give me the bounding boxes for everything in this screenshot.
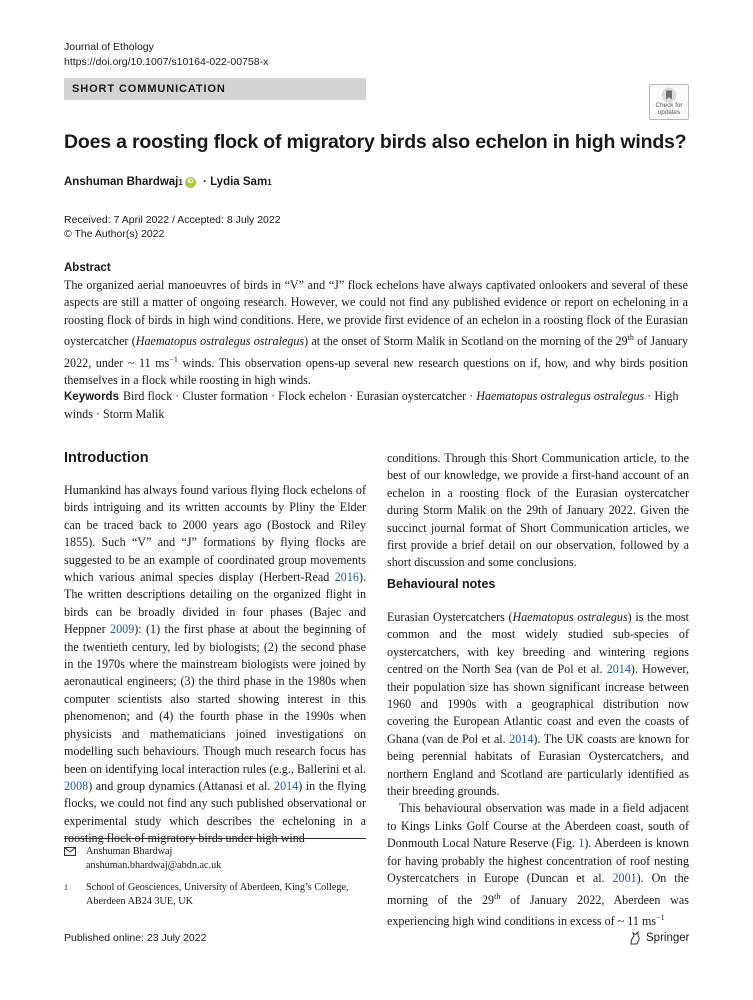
abstract-text bbox=[64, 277, 688, 390]
affiliation-footnote bbox=[64, 881, 366, 908]
text-part: ). Aberdeen is known for having probably the highest concentration of roof nesting Oystercatchers in Europe (Duncan et al. bbox=[387, 836, 689, 886]
author-name[interactable]: Lydia Sam bbox=[210, 176, 268, 188]
article-type-banner: SHORT COMMUNICATION bbox=[64, 78, 366, 100]
intro-part: ) and group dynamics (Attanasi et al. bbox=[88, 778, 275, 793]
publisher-name: Springer bbox=[646, 932, 690, 944]
introduction-text bbox=[64, 482, 366, 848]
superscript: th bbox=[494, 891, 501, 901]
publisher-logo[interactable] bbox=[628, 931, 689, 945]
text-part: Eurasian Oystercatchers ( bbox=[387, 610, 513, 624]
superscript: −1 bbox=[656, 912, 665, 922]
footnote-author: Anshuman Bhardwaj bbox=[86, 846, 173, 857]
species-name: Haematopus ostralegus ostralegus bbox=[135, 334, 305, 349]
author-separator: · bbox=[199, 176, 211, 188]
paragraph bbox=[387, 609, 689, 800]
abstract-part: of January 2022, under ~ 11 ms bbox=[64, 334, 689, 370]
footnote-email[interactable]: anshuman.bhardwaj@abdn.ac.uk bbox=[86, 859, 222, 871]
figure-link[interactable]: 1 bbox=[578, 836, 585, 851]
citation-link[interactable]: 2014 bbox=[606, 662, 631, 677]
keywords bbox=[64, 388, 688, 422]
keyword-list: · High winds · Storm Malik bbox=[64, 389, 679, 421]
article-dates bbox=[64, 213, 281, 241]
check-for-updates-badge[interactable] bbox=[649, 84, 689, 120]
intro-part: ) in the flying flocks, we could not find any such published observational or experimental study which describes the echeloning in a roosting flock of migratory birds under high wind bbox=[64, 778, 366, 846]
citation-link[interactable]: 2014 bbox=[509, 731, 534, 746]
journal-name: Journal of Ethology bbox=[64, 41, 154, 53]
section-heading-introduction: Introduction bbox=[64, 450, 149, 466]
journal-doi[interactable]: https://doi.org/10.1007/s10164-022-00758-x bbox=[64, 56, 269, 68]
text-part: ) is the most common and the most widely studied sub-species of oystercatchers, with key breeding and wintering regions centred on the North Sea (van de Pol et al. bbox=[387, 610, 689, 677]
text-part: ). The UK coasts are known for being perennial habitats of Eurasian Oystercatchers, and northern England and Scotland are particularly identified as their breeding grounds. bbox=[387, 731, 689, 799]
citation-link[interactable]: 2014 bbox=[274, 778, 299, 793]
text-part: This behavioural observation was made in a field adjacent to Kings Links Golf Course at the Aberdeen coast, south of Donmouth Local Nature Reserve (Fig. bbox=[387, 801, 689, 851]
citation-link[interactable]: 2016 bbox=[334, 570, 359, 585]
behavioural-notes-text bbox=[387, 609, 689, 930]
superscript: th bbox=[627, 333, 634, 343]
badge-line1: Check for bbox=[655, 102, 683, 109]
text-part: of January 2022, Aberdeen was experiencing high wind conditions in excess of ~ 11 ms bbox=[387, 892, 689, 928]
intro-part: ): (1) the first phase at about the beginning of the twentieth century, led by biologists; (2) the second phase in the 1970s where the mainstream biologists were joined by aeronautical engineers; (3) the third phase in the 1980s when computer scientists also started showing interest in this phenomenon; and (4) the fourth phase in the 1990s when physicists and mathematicians joined investigations on modelling such behaviours. Though much research focus has been on identifying local interaction rules (e.g., Ballerini et al. bbox=[64, 622, 366, 776]
author-list bbox=[64, 176, 272, 188]
article-title: Does a roosting flock of migratory birds also echelon in high winds? bbox=[64, 131, 687, 153]
author-name[interactable]: Anshuman Bhardwaj bbox=[64, 176, 179, 188]
abstract-part: ) at the onset of Storm Malik in Scotland on the morning of the 29 bbox=[304, 334, 628, 349]
keywords-label: Keywords bbox=[64, 391, 119, 403]
text-part: ). However, their population size has shown significant increase between 1960 and 1990s with a geographical distribution now covering the European Atlantic coast and even the coasts of Ghana (van de Pol et al. bbox=[387, 662, 689, 746]
affiliation-text: School of Geosciences, University of Aberdeen, King’s College, Aberdeen AB24 3UE, UK bbox=[86, 882, 349, 907]
envelope-icon bbox=[64, 847, 76, 856]
abstract-heading: Abstract bbox=[64, 262, 111, 274]
intro-part: Humankind has always found various flying flock echelons of birds intriguing and its written accounts by Pliny the Elder can be traced back to 2000 years ago (Bostock and Riley 1855). Such “V” and “J” formations by flying flocks are suggested to be an example of coordinated group movements which various animal species display (Herbert-Read bbox=[64, 483, 366, 585]
keyword-list: Bird flock · Cluster formation · Flock echelon · Eurasian oystercatcher · bbox=[122, 389, 477, 403]
section-heading-behavioural-notes: Behavioural notes bbox=[387, 577, 496, 591]
text-part: ). On the morning of the 29 bbox=[387, 871, 689, 907]
keyword-species: Haematopus ostralegus ostralegus bbox=[476, 389, 645, 403]
abstract-part: The organized aerial manoeuvres of birds in “V” and “J” flock echelons have always captivated onlookers and several of these aspects are still a matter of ongoing research. However, we could not find any published evidence or report on echeloning in a roosting flock of birds in high wind conditions. Here, we provide first evidence of an echelon in a roosting flock of the Eurasian oystercatcher ( bbox=[64, 278, 688, 349]
affiliation-number: 1 bbox=[64, 883, 68, 892]
bookmark-check-icon bbox=[661, 87, 677, 103]
species-name: Haematopus ostralegus bbox=[512, 610, 628, 624]
superscript: −1 bbox=[169, 354, 178, 364]
journal-header bbox=[64, 40, 268, 70]
abstract-part: winds. This observation opens-up several new research questions on if, how, and why birds position themselves in a flock while roosting in high winds. bbox=[64, 355, 688, 388]
citation-link[interactable]: 2001 bbox=[612, 871, 637, 886]
citation-link[interactable]: 2009 bbox=[110, 622, 135, 637]
springer-horse-icon bbox=[628, 931, 642, 945]
corresponding-author-footnote bbox=[64, 845, 366, 872]
orcid-icon[interactable]: iD bbox=[185, 177, 196, 188]
introduction-continued: conditions. Through this Short Communication article, to the best of our knowledge, we provide a first-hand account of an echelon in a roosting flock of the Eurasian oystercatcher during Storm Malik on the 29th of January 2022. Given the succinct journal format of Short Communication articles, we first provide a brief detail on our observation, followed by a short discussion and some conclusions. bbox=[387, 451, 689, 570]
footnote-divider bbox=[64, 838, 366, 839]
paragraph bbox=[387, 800, 689, 930]
badge-line2: updates bbox=[657, 108, 681, 116]
received-accepted: Received: 7 April 2022 / Accepted: 8 July 2022 bbox=[64, 214, 281, 226]
intro-part: ). The written descriptions detailing on the organized flight in birds can be broadly divided in four phases (Bajec and Heppner bbox=[64, 570, 366, 637]
author-affil-sup: 1 bbox=[178, 177, 183, 187]
published-online: Published online: 23 July 2022 bbox=[64, 932, 207, 944]
citation-link[interactable]: 2008 bbox=[64, 778, 89, 793]
copyright: © The Author(s) 2022 bbox=[64, 228, 165, 240]
author-affil-sup: 1 bbox=[267, 177, 272, 187]
